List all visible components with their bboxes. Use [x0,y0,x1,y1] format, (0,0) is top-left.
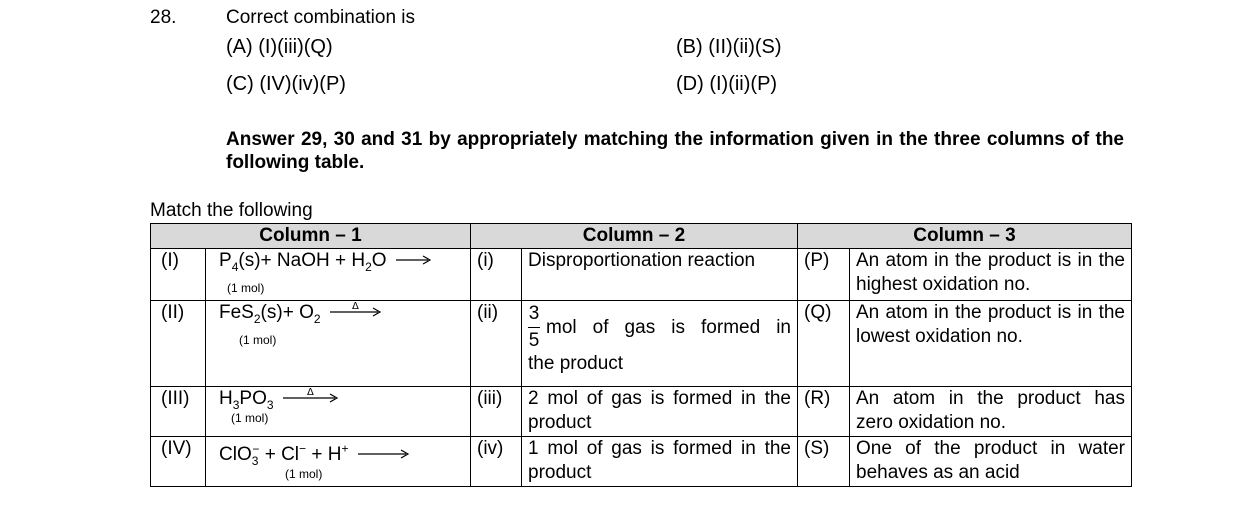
column-3-header: Column – 3 [798,224,1132,249]
column-2-cell: Disproportionation reaction [522,249,798,301]
reaction-equation: ClO$_3$− + Cl− + H+ (1 mol) [219,444,410,465]
reaction-arrow-icon [330,302,382,318]
table-row [151,249,1132,301]
column-2-cell: 2 mol of gas is formed in the product [522,387,798,437]
option-number: (iv) [471,437,522,487]
column-3-cell: An atom in the product has zero oxidation no. [850,387,1132,437]
question-text: Correct combination is [226,7,416,28]
svg-text:Δ: Δ [351,302,359,312]
reaction-cell [206,437,471,487]
mole-label: (1 mol) [231,411,269,425]
match-table [150,223,1132,487]
option-letter: (Q) [798,301,850,387]
reaction-cell [206,387,471,437]
row-number: (I) [151,249,206,301]
column-3-cell: An atom in the product is in the lowest oxidation no. [850,301,1132,387]
mole-label: (1 mol) [227,281,265,295]
mole-label: (1 mol) [239,333,277,347]
option-letter: (P) [798,249,850,301]
option-number: (ii) [471,301,522,387]
reaction-arrow-icon [283,388,339,404]
option-a[interactable] [226,35,333,59]
mole-label: (1 mol) [285,467,323,482]
fraction: $\frac{3}{5}$ [528,303,540,351]
row-number: (III) [151,387,206,437]
option-number: (i) [471,249,522,301]
option-c[interactable] [226,72,346,96]
option-value: (I)(ii)(P) [709,73,778,95]
row-number: (II) [151,301,206,387]
reaction-equation: $FeS_2(s)+ O_2$ Δ (1 mol) [219,302,382,323]
option-value: (I)(iii)(Q) [258,36,333,58]
option-number: (iii) [471,387,522,437]
reaction-equation: $H_3PO_3$ Δ (1 mol) [219,388,339,409]
table-row [151,387,1132,437]
reaction-arrow-icon [358,448,410,460]
reaction-cell [206,301,471,387]
option-d[interactable] [676,72,777,96]
option-letter: (S) [798,437,850,487]
reaction-arrow-icon [396,254,432,266]
column-2-header: Column – 2 [471,224,798,249]
reaction-equation: $P_4(s)+$ NaOH + $H_2O$ (1 mol) [219,250,432,271]
svg-text:Δ: Δ [306,388,314,398]
option-key: (A) [226,36,253,58]
option-value: (II)(ii)(S) [708,36,782,58]
table-header-row [151,224,1132,249]
reaction-cell [206,249,471,301]
row-number: (IV) [151,437,206,487]
column-2-cell: 1 mol of gas is formed in the product [522,437,798,487]
option-b[interactable] [676,35,782,59]
instruction-text: Answer 29, 30 and 31 by appropriately matching the information given in the three columns of the following table. [226,129,1124,173]
match-title: Match the following [150,200,313,221]
option-key: (C) [226,73,254,95]
table-row [151,301,1132,387]
column-3-cell: An atom in the product is in the highest oxidation no. [850,249,1132,301]
option-letter: (R) [798,387,850,437]
option-key: (D) [676,73,704,95]
option-value: (IV)(iv)(P) [259,73,346,95]
table-row [151,437,1132,487]
option-key: (B) [676,36,703,58]
column-3-cell: One of the product in water behaves as an acid [850,437,1132,487]
question-number: 28. [150,7,177,28]
column-1-header: Column – 1 [151,224,471,249]
column-2-cell: $\frac{3}{5}$ mol of gas is formed in the product [522,301,798,387]
